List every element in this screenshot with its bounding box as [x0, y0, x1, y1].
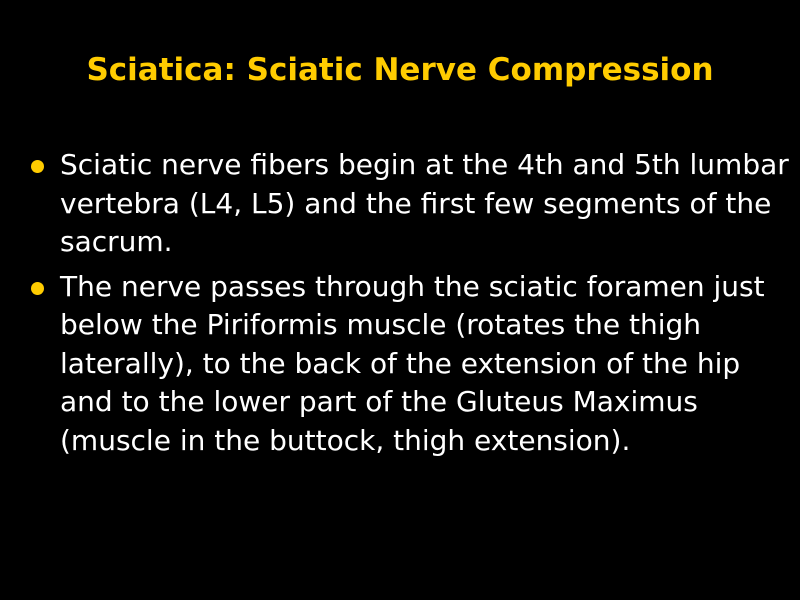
slide-title: Sciatica: Sciatic Nerve Compression: [86, 52, 714, 88]
bullet-text: The nerve passes through the sciatic foramen just below the Piriformis muscle (rotates the thigh laterally), to the back of the extension of the hip and to the lower part of the Gluteus Maximus (muscle in the buttock, thigh extension).: [60, 269, 765, 457]
bullet-dot-icon: [31, 160, 44, 173]
bullet-list: [28, 146, 798, 466]
bullet-item: [28, 268, 798, 461]
bullet-item: [28, 146, 798, 262]
bullet-dot-icon: [31, 282, 44, 295]
bullet-text: Sciatic nerve fibers begin at the 4th and 5th lumbar vertebra (L4, L5) and the first few segments of the sacrum.: [60, 148, 789, 258]
